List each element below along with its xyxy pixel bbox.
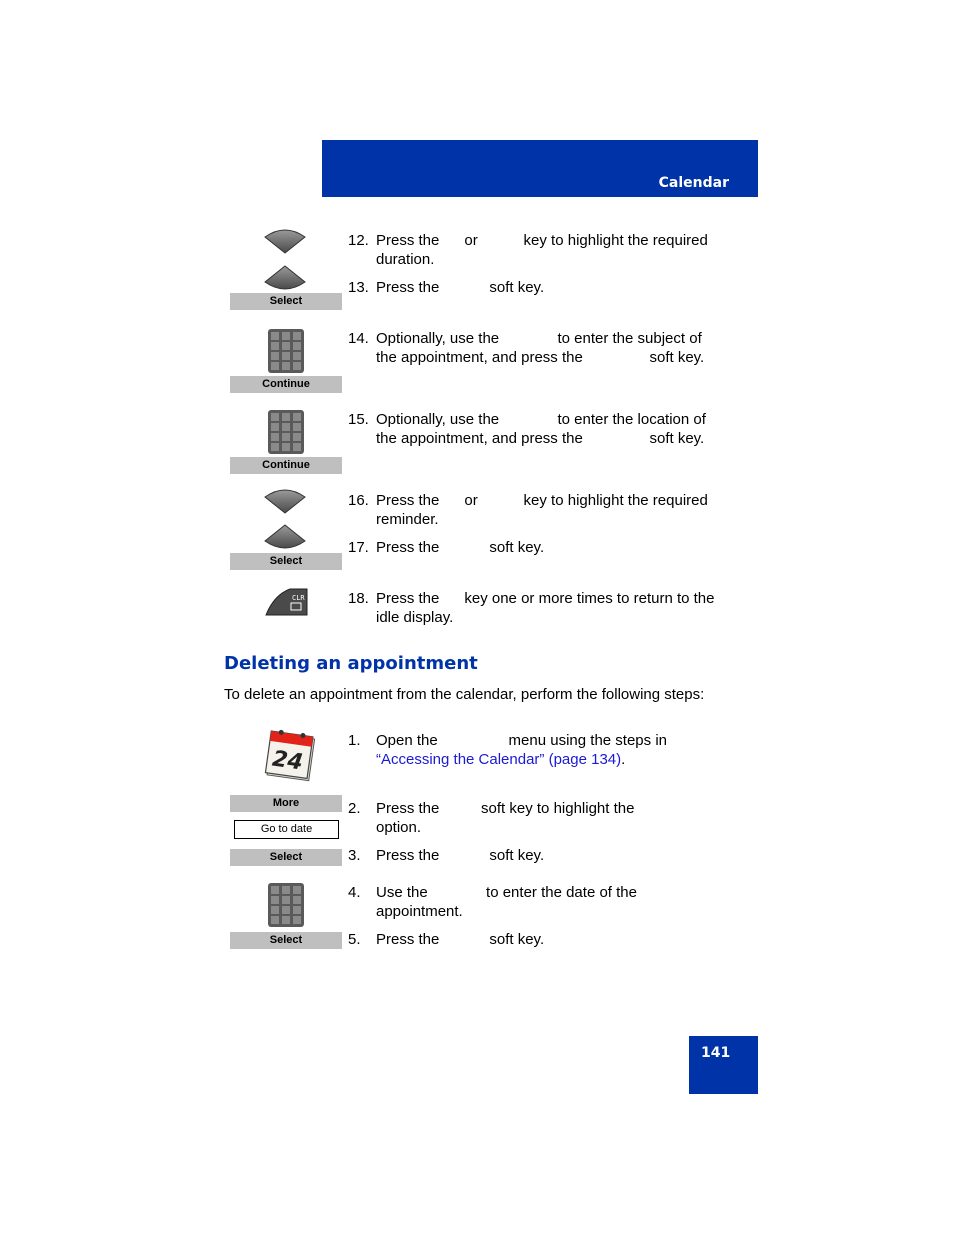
keypad-icon (268, 883, 304, 927)
svg-text:24: 24 (270, 746, 305, 776)
header-title: Calendar (658, 175, 729, 191)
nav-up-key-icon (262, 225, 308, 255)
keypad-icon (268, 329, 304, 373)
select-softkey: Select (230, 849, 342, 866)
accessing-calendar-link[interactable]: “Accessing the Calendar” (page 134) (376, 751, 622, 768)
svg-text:CLR: CLR (292, 594, 305, 602)
go-to-date-option: Go to date (234, 820, 339, 839)
continue-softkey: Continue (230, 376, 342, 393)
calendar-icon (262, 728, 320, 784)
nav-up-key-icon (262, 485, 308, 515)
page-number-box (689, 1036, 758, 1094)
page-number: 141 (701, 1045, 731, 1061)
clr-key-icon (264, 587, 309, 617)
continue-softkey: Continue (230, 457, 342, 474)
select-softkey: Select (230, 553, 342, 570)
header-bar (322, 140, 758, 197)
more-softkey: More (230, 795, 342, 812)
nav-down-key-icon (262, 264, 308, 294)
nav-down-key-icon (262, 523, 308, 553)
section-heading: Deleting an appointment (224, 653, 478, 674)
keypad-icon (268, 410, 304, 454)
section-intro: To delete an appointment from the calendar, perform the following steps: (224, 686, 705, 703)
select-softkey: Select (230, 293, 342, 310)
select-softkey: Select (230, 932, 342, 949)
